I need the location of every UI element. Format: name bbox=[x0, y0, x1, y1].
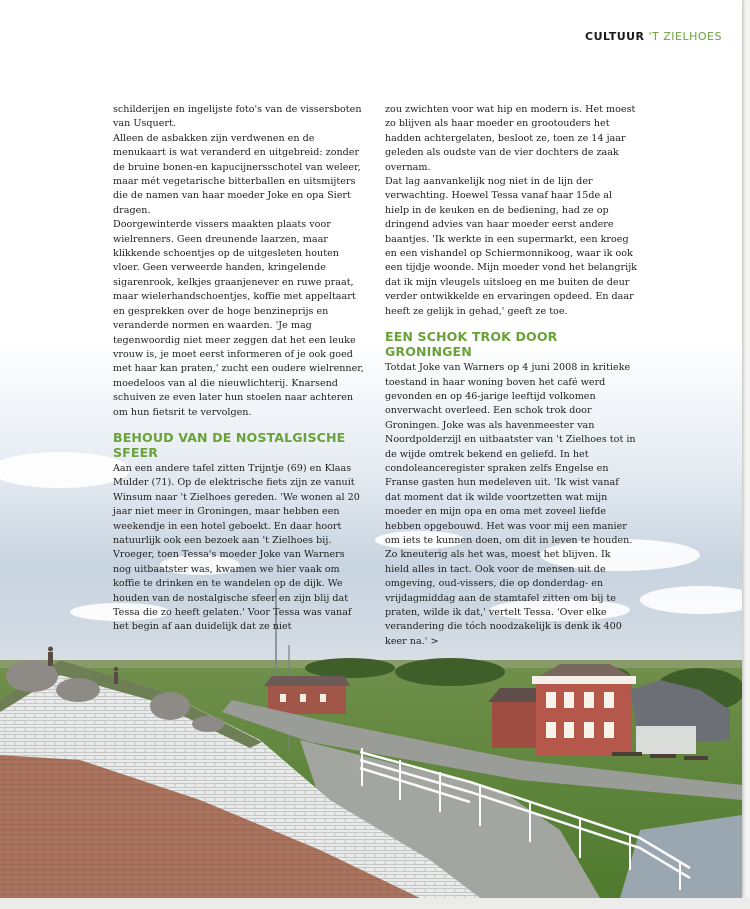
paragraph: Alleen de asbakken zijn verdwenen en de menukaart is wat veranderd en uitgebreid: zonder de bruine bonen-en kapucijnersschotel van weleer, maar mét vegetarische bitterballen en uitsmijters die de namen van haar moeder Joke en opa Siert dragen. bbox=[113, 132, 361, 216]
subheading: EEN SCHOK TROK DOOR GRONINGEN bbox=[385, 329, 558, 360]
paragraph: schilderijen en ingelijste foto's van de vissersboten van Usquert. bbox=[113, 104, 362, 130]
subheading: BEHOUD VAN DE NOSTALGISCHE SFEER bbox=[113, 429, 346, 460]
text-column-left bbox=[113, 103, 365, 635]
paragraph-text: Totdat Joke van Warners op 4 juni 2008 in kritieke toestand in haar woning boven het café werd gevonden en op 46-jarige leeftijd volkomen onverwacht overleed. Een schok trok door Groningen. Joke was als havenmeester van Noordpolderzijl en uitbaatster van 't Zielhoes tot in de wijde omtrek bekend en geliefd. In het condoleanceregister spraken zelfs Engelse en Franse gasten hun medeleven uit. 'Ik wist vanaf dat moment dat ik wilde voortzetten wat mijn moeder en mijn opa en oma met zoveel liefde hebben opgebouwd. Het was voor mij een manier om iets te kunnen doen, om dit in leven te houden. Zo kneuterig als het was, moest het blijven. Ik hield alles in tact. Ook voor de mensen uit de omgeving, oud-vissers, die op donderdag- en vrijdagmiddag aan de stamtafel zitten om bij te praten, wilde ik dat,' vertelt Tessa. 'Over elke verandering die tóch noodzakelijk is denk ik 400 keer na.' bbox=[385, 362, 636, 647]
section-label: CULTUUR bbox=[585, 30, 645, 43]
paragraph bbox=[385, 361, 637, 649]
paragraph: Aan een andere tafel zitten Trijntje (69) en Klaas Mulder (71). Op de elektrische fiets zijn ze vanuit Winsum naar 't Zielhoes gereden. 'We wonen al 20 jaar niet meer in Groningen, maar hebben een weekendje in een hotel geboekt. En daar hoort natuurlijk ook een bezoek aan 't Zielhoes bij. Vroeger, toen Tessa's moeder Joke van Warners nog uitbaatster was, kwamen we hier vaak om koffie te drinken en te wandelen op de dijk. We houden van de nostalgische sfeer en zijn blij dat Tessa die zo heeft gelaten.' Voor Tessa was vanaf het begin af aan duidelijk dat ze niet bbox=[113, 462, 360, 633]
article-title-label: 'T ZIELHOES bbox=[648, 30, 722, 43]
text-column-right bbox=[385, 103, 637, 649]
paragraph: Doorgewinterde vissers maakten plaats voor wielrenners. Geen dreunende laarzen, maar klikkende schoentjes op de uitgesleten houten vloer. Geen verweerde handen, kringelende sigarenrook, kelkjes graanjenever en ruwe praat, maar wielerhandschoentjes, koffie met appeltaart en gesprekken over de hoge benzineprijs en veranderde normen en waarden. 'Je mag tegenwoordig niet meer zeggen dat het een leuke vrouw is, je moet eerst informeren of je ook goed met haar kan praten,' zucht een oudere wielrenner, moedeloos van al die nieuwlichterij. Knarsend schuiven ze even later hun stoelen naar achteren om hun fietsrit te vervolgen. bbox=[113, 219, 364, 418]
paragraph: Dat lag aanvankelijk nog niet in de lijn der verwachting. Hoewel Tessa vanaf haar 15de al hielp in de keuken en de bediening, had ze op dringend advies van haar moeder eerst andere baantjes. 'Ik werkte in een supermarkt, een kroeg en een vishandel op Schiermonnikoog, waar ik ook een tijdje woonde. Mijn moeder vond het belangrijk dat ik mijn vleugels uitsloeg en me buiten de deur verder ontwikkelde en ervaringen opdeed. En daar heeft ze gelijk in gehad,' geeft ze toe. bbox=[385, 176, 637, 317]
running-head bbox=[585, 30, 722, 43]
paragraph: zou zwichten voor wat hip en modern is. Het moest zo blijven als haar moeder en grootouders het hadden achtergelaten, besloot ze, toen ze 14 jaar geleden als oudste van de vier dochters de zaak overnam. bbox=[385, 104, 636, 173]
continue-mark: > bbox=[430, 635, 439, 647]
page-edge bbox=[0, 898, 750, 909]
